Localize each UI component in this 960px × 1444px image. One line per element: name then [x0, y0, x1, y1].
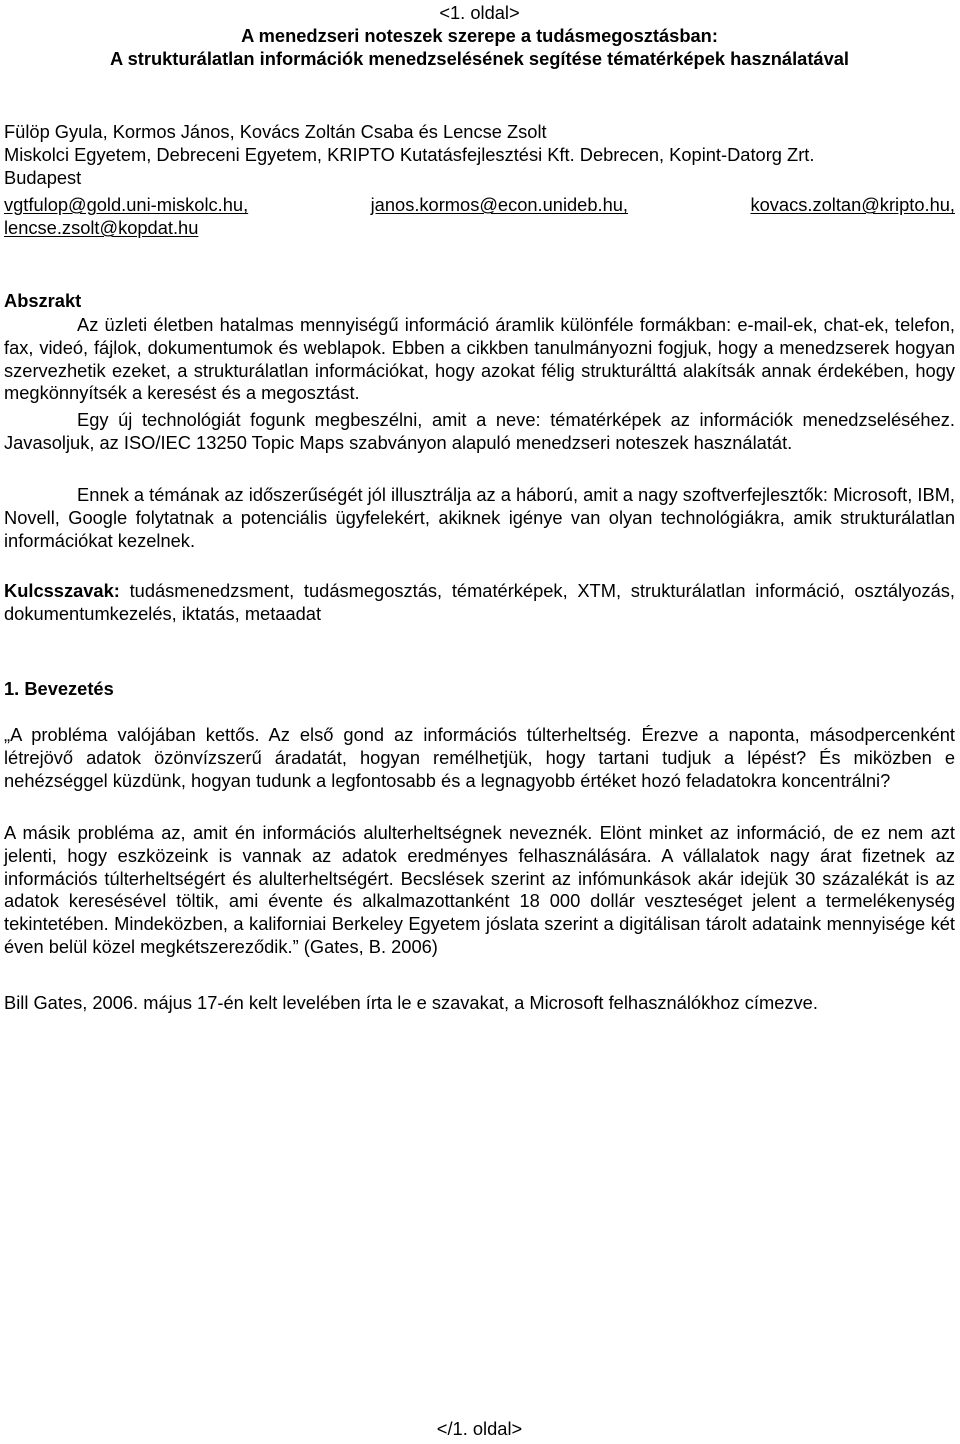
- abstract-paragraph-2: Egy új technológiát fogunk megbeszélni, amit a neve: tématérképek az információk menedzseléséhez. Javasoljuk, az ISO/IEC 13250 Topic Maps szabványon alapuló menedzseri noteszek használatát.: [4, 409, 955, 453]
- author-affiliations: Miskolci Egyetem, Debreceni Egyetem, KRIPTO Kutatásfejlesztési Kft. Debrecen, Kopint-Datorg Zrt.: [4, 144, 815, 165]
- author-names: Fülöp Gyula, Kormos János, Kovács Zoltán Csaba és Lencse Zsolt: [4, 121, 547, 142]
- abstract-paragraph-3: Ennek a témának az időszerűségét jól illusztrálja az a háború, amit a nagy szoftverfejlesztők: Microsoft, IBM, Novell, Google folytatnak a potenciális ügyfelekért, akiknek igénye van olyan technológiákra, amik strukturálatlan információkat kezelnek.: [4, 484, 955, 551]
- author-email-last-row: [4, 217, 955, 240]
- author-emails-row: [4, 194, 955, 217]
- email-link-fulop[interactable]: vgtfulop@gold.uni-miskolc.hu,: [4, 194, 249, 215]
- title-line-2: A strukturálatlan információk menedzselésének segítése tématérképek használatával: [109, 48, 850, 69]
- email-link-lencse[interactable]: lencse.zsolt@kopdat.hu: [4, 217, 199, 238]
- email-link-kormos[interactable]: janos.kormos@econ.unideb.hu,: [370, 194, 629, 215]
- section-1-paragraph-2: A másik probléma az, amit én információs alulterheltségnek neveznék. Elönt minket az információ, de ez nem azt jelenti, hogy eszközeink is vannak az adatok eredményes felhasználására. A vállalatok nagy árat fizetnek az információs túlterheltségért és alulterheltségért. Becslések szerint az infómunkások akár idejük 30 százalékát is az adatok keresésével töltik, ami évente és alkalmazottanként 18 000 dollár veszteséget jelent a termelékenység tekintetében. Mindeközben, a kaliforniai Berkeley Egyetem jóslata szerint a digitálisan tárolt adataink mennyisége két éven belül közel megkétszereződik.” (Gates, B. 2006): [4, 822, 955, 957]
- abstract-paragraph-1: Az üzleti életben hatalmas mennyiségű információ áramlik különféle formákban: e-mail-ek, chat-ek, telefon, fax, videó, fájlok, dokumentumok és weblapok. Ebben a cikkben tanulmányozni fogjuk, hogy a menedzserek hogyan szervezhetik ezeket, a strukturálatlan információkat, hogy azokat félig strukturálttá alakítsák annak érdekében, hogy megkönnyítsék a keresést és a megosztást.: [4, 314, 955, 404]
- section-1-heading: 1. Bevezetés: [4, 678, 114, 699]
- author-city: Budapest: [4, 167, 82, 188]
- keywords-text: tudásmenedzsment, tudásmegosztás, tématérképek, XTM, strukturálatlan információ, osztályozás, dokumentumkezelés, iktatás, metaadat: [4, 580, 955, 624]
- section-1-paragraph-1: „A probléma valójában kettős. Az első gond az információs túlterheltség. Érezve a naponta, másodpercenként létrejövő adatok özönvízszerű áradatát, hogyan remélhetjük, hogy tartani tudjuk a lépést? És miközben e nehézséggel küzdünk, hogyan tudunk a legfontosabb és a legnagyobb értéket hozó feladatokra koncentrálni?: [4, 724, 955, 791]
- page-marker-top: <1. oldal>: [439, 2, 520, 23]
- page-marker-bottom: </1. oldal>: [436, 1418, 523, 1439]
- email-link-kovacs[interactable]: kovacs.zoltan@kripto.hu,: [750, 194, 955, 215]
- abstract-heading: Abszrakt: [4, 290, 82, 311]
- title-line-1: A menedzseri noteszek szerepe a tudásmegosztásban:: [241, 25, 718, 46]
- keywords-label: Kulcsszavak:: [4, 580, 120, 601]
- section-1-paragraph-3: Bill Gates, 2006. május 17-én kelt levelében írta le e szavakat, a Microsoft felhasználókhoz címezve.: [4, 992, 818, 1013]
- keywords-paragraph: [4, 580, 955, 626]
